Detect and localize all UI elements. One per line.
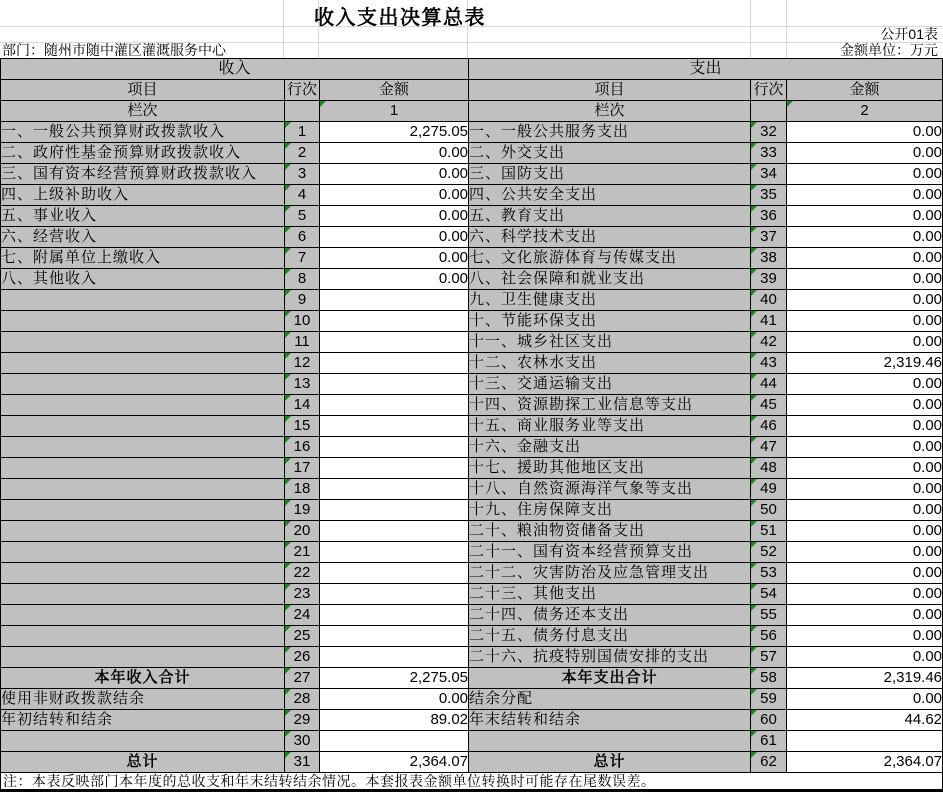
income-amount xyxy=(320,458,469,479)
table-row xyxy=(1,395,943,416)
expenditure-item-label: 九、卫生健康支出 xyxy=(469,290,751,311)
column-header-row xyxy=(1,80,943,101)
expenditure-amount-header: 金额 xyxy=(787,80,943,101)
income-item-label: 三、国有资本经营预算财政拨款收入 xyxy=(1,164,285,185)
income-item-label: 二、政府性基金预算财政拨款收入 xyxy=(1,143,285,164)
expenditure-row-number: 34 xyxy=(751,164,787,185)
expenditure-amount: 0.00 xyxy=(787,143,943,164)
table-row xyxy=(1,164,943,185)
income-amount: 0.00 xyxy=(320,185,469,206)
income-amount: 0.00 xyxy=(320,227,469,248)
expenditure-item-label: 二十三、其他支出 xyxy=(469,584,751,605)
expenditure-item-label: 十七、援助其他地区支出 xyxy=(469,458,751,479)
expenditure-amount: 0.00 xyxy=(787,437,943,458)
income-row-number: 10 xyxy=(285,311,320,332)
income-row-number: 24 xyxy=(285,605,320,626)
table-row xyxy=(1,752,943,773)
footnote-text: 注：本表反映部门本年度的总收支和年末结转结余情况。本套报表金额单位转换时可能存在尾数误差。 xyxy=(1,773,943,791)
table-row xyxy=(1,584,943,605)
income-amount: 0.00 xyxy=(320,689,469,710)
income-amount: 2,275.05 xyxy=(320,122,469,143)
expenditure-column-row-label: 栏次 xyxy=(469,101,751,122)
expenditure-amount: 0.00 xyxy=(787,332,943,353)
expenditure-amount: 0.00 xyxy=(787,374,943,395)
expenditure-amount: 0.00 xyxy=(787,122,943,143)
expenditure-item-label: 本年支出合计 xyxy=(469,668,751,689)
table-row xyxy=(1,206,943,227)
table-row xyxy=(1,710,943,731)
income-item-label: 总计 xyxy=(1,752,285,773)
income-item-label xyxy=(1,584,285,605)
table-row xyxy=(1,269,943,290)
expenditure-row-number: 35 xyxy=(751,185,787,206)
expenditure-item-label: 二、外交支出 xyxy=(469,143,751,164)
table-row xyxy=(1,143,943,164)
expenditure-item-label: 十四、资源勘探工业信息等支出 xyxy=(469,395,751,416)
expenditure-amount: 0.00 xyxy=(787,206,943,227)
income-amount xyxy=(320,416,469,437)
expenditure-item-label: 二十、粮油物资储备支出 xyxy=(469,521,751,542)
expenditure-item-label: 二十一、国有资本经营预算支出 xyxy=(469,542,751,563)
expenditure-row-number: 38 xyxy=(751,248,787,269)
expenditure-amount: 44.62 xyxy=(787,710,943,731)
expenditure-row-number: 32 xyxy=(751,122,787,143)
income-amount: 0.00 xyxy=(320,206,469,227)
table-row xyxy=(1,227,943,248)
income-amount xyxy=(320,311,469,332)
income-row-number: 9 xyxy=(285,290,320,311)
income-item-label xyxy=(1,290,285,311)
income-amount xyxy=(320,353,469,374)
expenditure-row-number: 56 xyxy=(751,626,787,647)
table-row xyxy=(1,248,943,269)
table-row xyxy=(1,353,943,374)
income-row-number: 4 xyxy=(285,185,320,206)
expenditure-amount: 0.00 xyxy=(787,500,943,521)
footnote-row xyxy=(1,773,943,791)
income-amount xyxy=(320,500,469,521)
income-item-label xyxy=(1,458,285,479)
expenditure-amount: 2,319.46 xyxy=(787,353,943,374)
table-row xyxy=(1,122,943,143)
expenditure-item-label: 二十二、灾害防治及应急管理支出 xyxy=(469,563,751,584)
income-amount xyxy=(320,374,469,395)
expenditure-item-label: 总计 xyxy=(469,752,751,773)
expenditure-amount: 0.00 xyxy=(787,395,943,416)
income-item-header: 项目 xyxy=(1,80,285,101)
expenditure-item-label: 二十六、抗疫特别国债安排的支出 xyxy=(469,647,751,668)
expenditure-item-label: 一、一般公共服务支出 xyxy=(469,122,751,143)
expenditure-row-number: 61 xyxy=(751,731,787,752)
income-item-label: 八、其他收入 xyxy=(1,269,285,290)
income-row-number: 30 xyxy=(285,731,320,752)
expenditure-amount xyxy=(787,731,943,752)
income-row-number: 25 xyxy=(285,626,320,647)
expenditure-row-number: 37 xyxy=(751,227,787,248)
expenditure-item-header: 项目 xyxy=(469,80,751,101)
income-row-number: 5 xyxy=(285,206,320,227)
income-amount: 0.00 xyxy=(320,143,469,164)
income-row-number: 8 xyxy=(285,269,320,290)
income-row-number: 6 xyxy=(285,227,320,248)
income-amount: 2,275.05 xyxy=(320,668,469,689)
income-row-number: 2 xyxy=(285,143,320,164)
income-item-label xyxy=(1,626,285,647)
expenditure-row-number: 39 xyxy=(751,269,787,290)
expenditure-amount: 0.00 xyxy=(787,269,943,290)
income-amount xyxy=(320,626,469,647)
expenditure-item-label: 十六、金融支出 xyxy=(469,437,751,458)
income-row-number: 23 xyxy=(285,584,320,605)
expenditure-item-label: 十二、农林水支出 xyxy=(469,353,751,374)
expenditure-item-label: 六、科学技术支出 xyxy=(469,227,751,248)
income-amount xyxy=(320,332,469,353)
expenditure-row-number: 45 xyxy=(751,395,787,416)
expenditure-amount: 0.00 xyxy=(787,689,943,710)
income-amount: 0.00 xyxy=(320,248,469,269)
income-amount xyxy=(320,731,469,752)
expenditure-amount: 2,319.46 xyxy=(787,668,943,689)
income-row-number: 7 xyxy=(285,248,320,269)
column-number-row xyxy=(1,101,943,122)
income-item-label: 四、上级补助收入 xyxy=(1,185,285,206)
income-amount xyxy=(320,563,469,584)
expenditure-row-number: 62 xyxy=(751,752,787,773)
expenditure-item-label: 五、教育支出 xyxy=(469,206,751,227)
expenditure-row-number: 53 xyxy=(751,563,787,584)
expenditure-amount: 0.00 xyxy=(787,248,943,269)
income-amount: 0.00 xyxy=(320,164,469,185)
expenditure-amount: 0.00 xyxy=(787,542,943,563)
income-item-label xyxy=(1,521,285,542)
income-row-number: 22 xyxy=(285,563,320,584)
expenditure-amount: 0.00 xyxy=(787,185,943,206)
table-row xyxy=(1,542,943,563)
expenditure-item-label: 三、国防支出 xyxy=(469,164,751,185)
income-row-number: 11 xyxy=(285,332,320,353)
income-item-label xyxy=(1,647,285,668)
income-item-label: 五、事业收入 xyxy=(1,206,285,227)
income-row-number: 13 xyxy=(285,374,320,395)
income-row-number: 17 xyxy=(285,458,320,479)
table-row xyxy=(1,731,943,752)
income-item-label xyxy=(1,605,285,626)
expenditure-item-label: 二十四、债务还本支出 xyxy=(469,605,751,626)
expenditure-item-label: 七、文化旅游体育与传媒支出 xyxy=(469,248,751,269)
income-column-blank xyxy=(285,101,320,122)
expenditure-amount: 0.00 xyxy=(787,479,943,500)
expenditure-row-number: 40 xyxy=(751,290,787,311)
table-row xyxy=(1,626,943,647)
income-item-label: 七、附属单位上缴收入 xyxy=(1,248,285,269)
income-item-label xyxy=(1,500,285,521)
income-amount xyxy=(320,584,469,605)
income-item-label xyxy=(1,395,285,416)
income-item-label: 一、一般公共预算财政拨款收入 xyxy=(1,122,285,143)
expenditure-item-label: 八、社会保障和就业支出 xyxy=(469,269,751,290)
income-item-label xyxy=(1,353,285,374)
expenditure-amount: 0.00 xyxy=(787,416,943,437)
income-amount xyxy=(320,605,469,626)
expenditure-amount: 0.00 xyxy=(787,563,943,584)
income-column-row-label: 栏次 xyxy=(1,101,285,122)
expenditure-row-number: 36 xyxy=(751,206,787,227)
expenditure-item-label: 十五、商业服务业等支出 xyxy=(469,416,751,437)
expenditure-column-number: 2 xyxy=(787,101,943,122)
expenditure-amount: 0.00 xyxy=(787,311,943,332)
income-row-number: 12 xyxy=(285,353,320,374)
expenditure-row-number: 59 xyxy=(751,689,787,710)
table-row xyxy=(1,647,943,668)
expenditure-row-number: 48 xyxy=(751,458,787,479)
expenditure-item-label: 四、公共安全支出 xyxy=(469,185,751,206)
expenditure-amount: 0.00 xyxy=(787,164,943,185)
income-amount: 89.02 xyxy=(320,710,469,731)
expenditure-row-number: 47 xyxy=(751,437,787,458)
page-title: 收入支出决算总表 xyxy=(314,7,486,29)
table-row xyxy=(1,374,943,395)
table-row xyxy=(1,479,943,500)
income-amount xyxy=(320,395,469,416)
income-row-number: 20 xyxy=(285,521,320,542)
expenditure-item-label: 结余分配 xyxy=(469,689,751,710)
income-row-number: 14 xyxy=(285,395,320,416)
income-row-number: 16 xyxy=(285,437,320,458)
income-row-number: 27 xyxy=(285,668,320,689)
expenditure-row-number: 55 xyxy=(751,605,787,626)
expenditure-row-number: 44 xyxy=(751,374,787,395)
expenditure-amount: 0.00 xyxy=(787,458,943,479)
expenditure-row-number: 54 xyxy=(751,584,787,605)
expenditure-row-number: 52 xyxy=(751,542,787,563)
expenditure-section-header: 支出 xyxy=(469,59,943,80)
expenditure-item-label: 十、节能环保支出 xyxy=(469,311,751,332)
expenditure-amount: 0.00 xyxy=(787,227,943,248)
table-row xyxy=(1,689,943,710)
income-item-label xyxy=(1,311,285,332)
expenditure-row-number: 43 xyxy=(751,353,787,374)
income-expenditure-table xyxy=(0,58,943,792)
expenditure-row-number: 58 xyxy=(751,668,787,689)
income-item-label xyxy=(1,374,285,395)
expenditure-item-label xyxy=(469,731,751,752)
income-row-number: 18 xyxy=(285,479,320,500)
expenditure-row-number: 33 xyxy=(751,143,787,164)
income-row-number: 15 xyxy=(285,416,320,437)
income-row-number: 28 xyxy=(285,689,320,710)
expenditure-amount: 0.00 xyxy=(787,521,943,542)
table-row xyxy=(1,458,943,479)
income-column-number: 1 xyxy=(320,101,469,122)
income-rowno-header: 行次 xyxy=(285,80,320,101)
expenditure-row-number: 50 xyxy=(751,500,787,521)
expenditure-amount: 0.00 xyxy=(787,626,943,647)
table-row xyxy=(1,563,943,584)
expenditure-amount: 0.00 xyxy=(787,605,943,626)
expenditure-amount: 0.00 xyxy=(787,584,943,605)
income-row-number: 19 xyxy=(285,500,320,521)
table-row xyxy=(1,521,943,542)
income-item-label xyxy=(1,332,285,353)
income-amount xyxy=(320,542,469,563)
income-amount xyxy=(320,647,469,668)
expenditure-item-label: 十一、城乡社区支出 xyxy=(469,332,751,353)
income-item-label: 使用非财政拨款结余 xyxy=(1,689,285,710)
income-amount: 0.00 xyxy=(320,269,469,290)
expenditure-amount: 0.00 xyxy=(787,647,943,668)
expenditure-amount: 2,364.07 xyxy=(787,752,943,773)
department-label: 部门：随州市随中灌区灌溉服务中心 xyxy=(2,42,226,58)
expenditure-item-label: 十九、住房保障支出 xyxy=(469,500,751,521)
income-amount xyxy=(320,479,469,500)
income-item-label xyxy=(1,479,285,500)
income-item-label xyxy=(1,731,285,752)
expenditure-item-label: 十八、自然资源海洋气象等支出 xyxy=(469,479,751,500)
table-row xyxy=(1,311,943,332)
expenditure-item-label: 年末结转和结余 xyxy=(469,710,751,731)
section-header-row xyxy=(1,59,943,80)
income-row-number: 26 xyxy=(285,647,320,668)
expenditure-rowno-header: 行次 xyxy=(751,80,787,101)
expenditure-row-number: 51 xyxy=(751,521,787,542)
table-row xyxy=(1,500,943,521)
table-row xyxy=(1,437,943,458)
income-row-number: 21 xyxy=(285,542,320,563)
expenditure-item-label: 二十五、债务付息支出 xyxy=(469,626,751,647)
table-row xyxy=(1,290,943,311)
table-row xyxy=(1,605,943,626)
expenditure-row-number: 46 xyxy=(751,416,787,437)
income-section-header: 收入 xyxy=(1,59,469,80)
income-item-label xyxy=(1,416,285,437)
income-item-label: 本年收入合计 xyxy=(1,668,285,689)
expenditure-row-number: 41 xyxy=(751,311,787,332)
income-amount xyxy=(320,290,469,311)
income-row-number: 29 xyxy=(285,710,320,731)
table-row xyxy=(1,416,943,437)
income-amount xyxy=(320,437,469,458)
income-row-number: 3 xyxy=(285,164,320,185)
table-row xyxy=(1,668,943,689)
expenditure-row-number: 42 xyxy=(751,332,787,353)
sheet-number-label: 公开01表 xyxy=(880,26,938,42)
expenditure-amount: 0.00 xyxy=(787,290,943,311)
income-row-number: 31 xyxy=(285,752,320,773)
income-row-number: 1 xyxy=(285,122,320,143)
expenditure-row-number: 57 xyxy=(751,647,787,668)
income-item-label: 六、经营收入 xyxy=(1,227,285,248)
table-row xyxy=(1,185,943,206)
income-item-label: 年初结转和结余 xyxy=(1,710,285,731)
expenditure-column-blank xyxy=(751,101,787,122)
table-row xyxy=(1,332,943,353)
income-item-label xyxy=(1,563,285,584)
expenditure-row-number: 49 xyxy=(751,479,787,500)
expenditure-item-label: 十三、交通运输支出 xyxy=(469,374,751,395)
income-item-label xyxy=(1,437,285,458)
income-item-label xyxy=(1,542,285,563)
income-amount: 2,364.07 xyxy=(320,752,469,773)
income-amount-header: 金额 xyxy=(320,80,469,101)
amount-unit-label: 金额单位：万元 xyxy=(840,42,938,58)
expenditure-row-number: 60 xyxy=(751,710,787,731)
income-amount xyxy=(320,521,469,542)
